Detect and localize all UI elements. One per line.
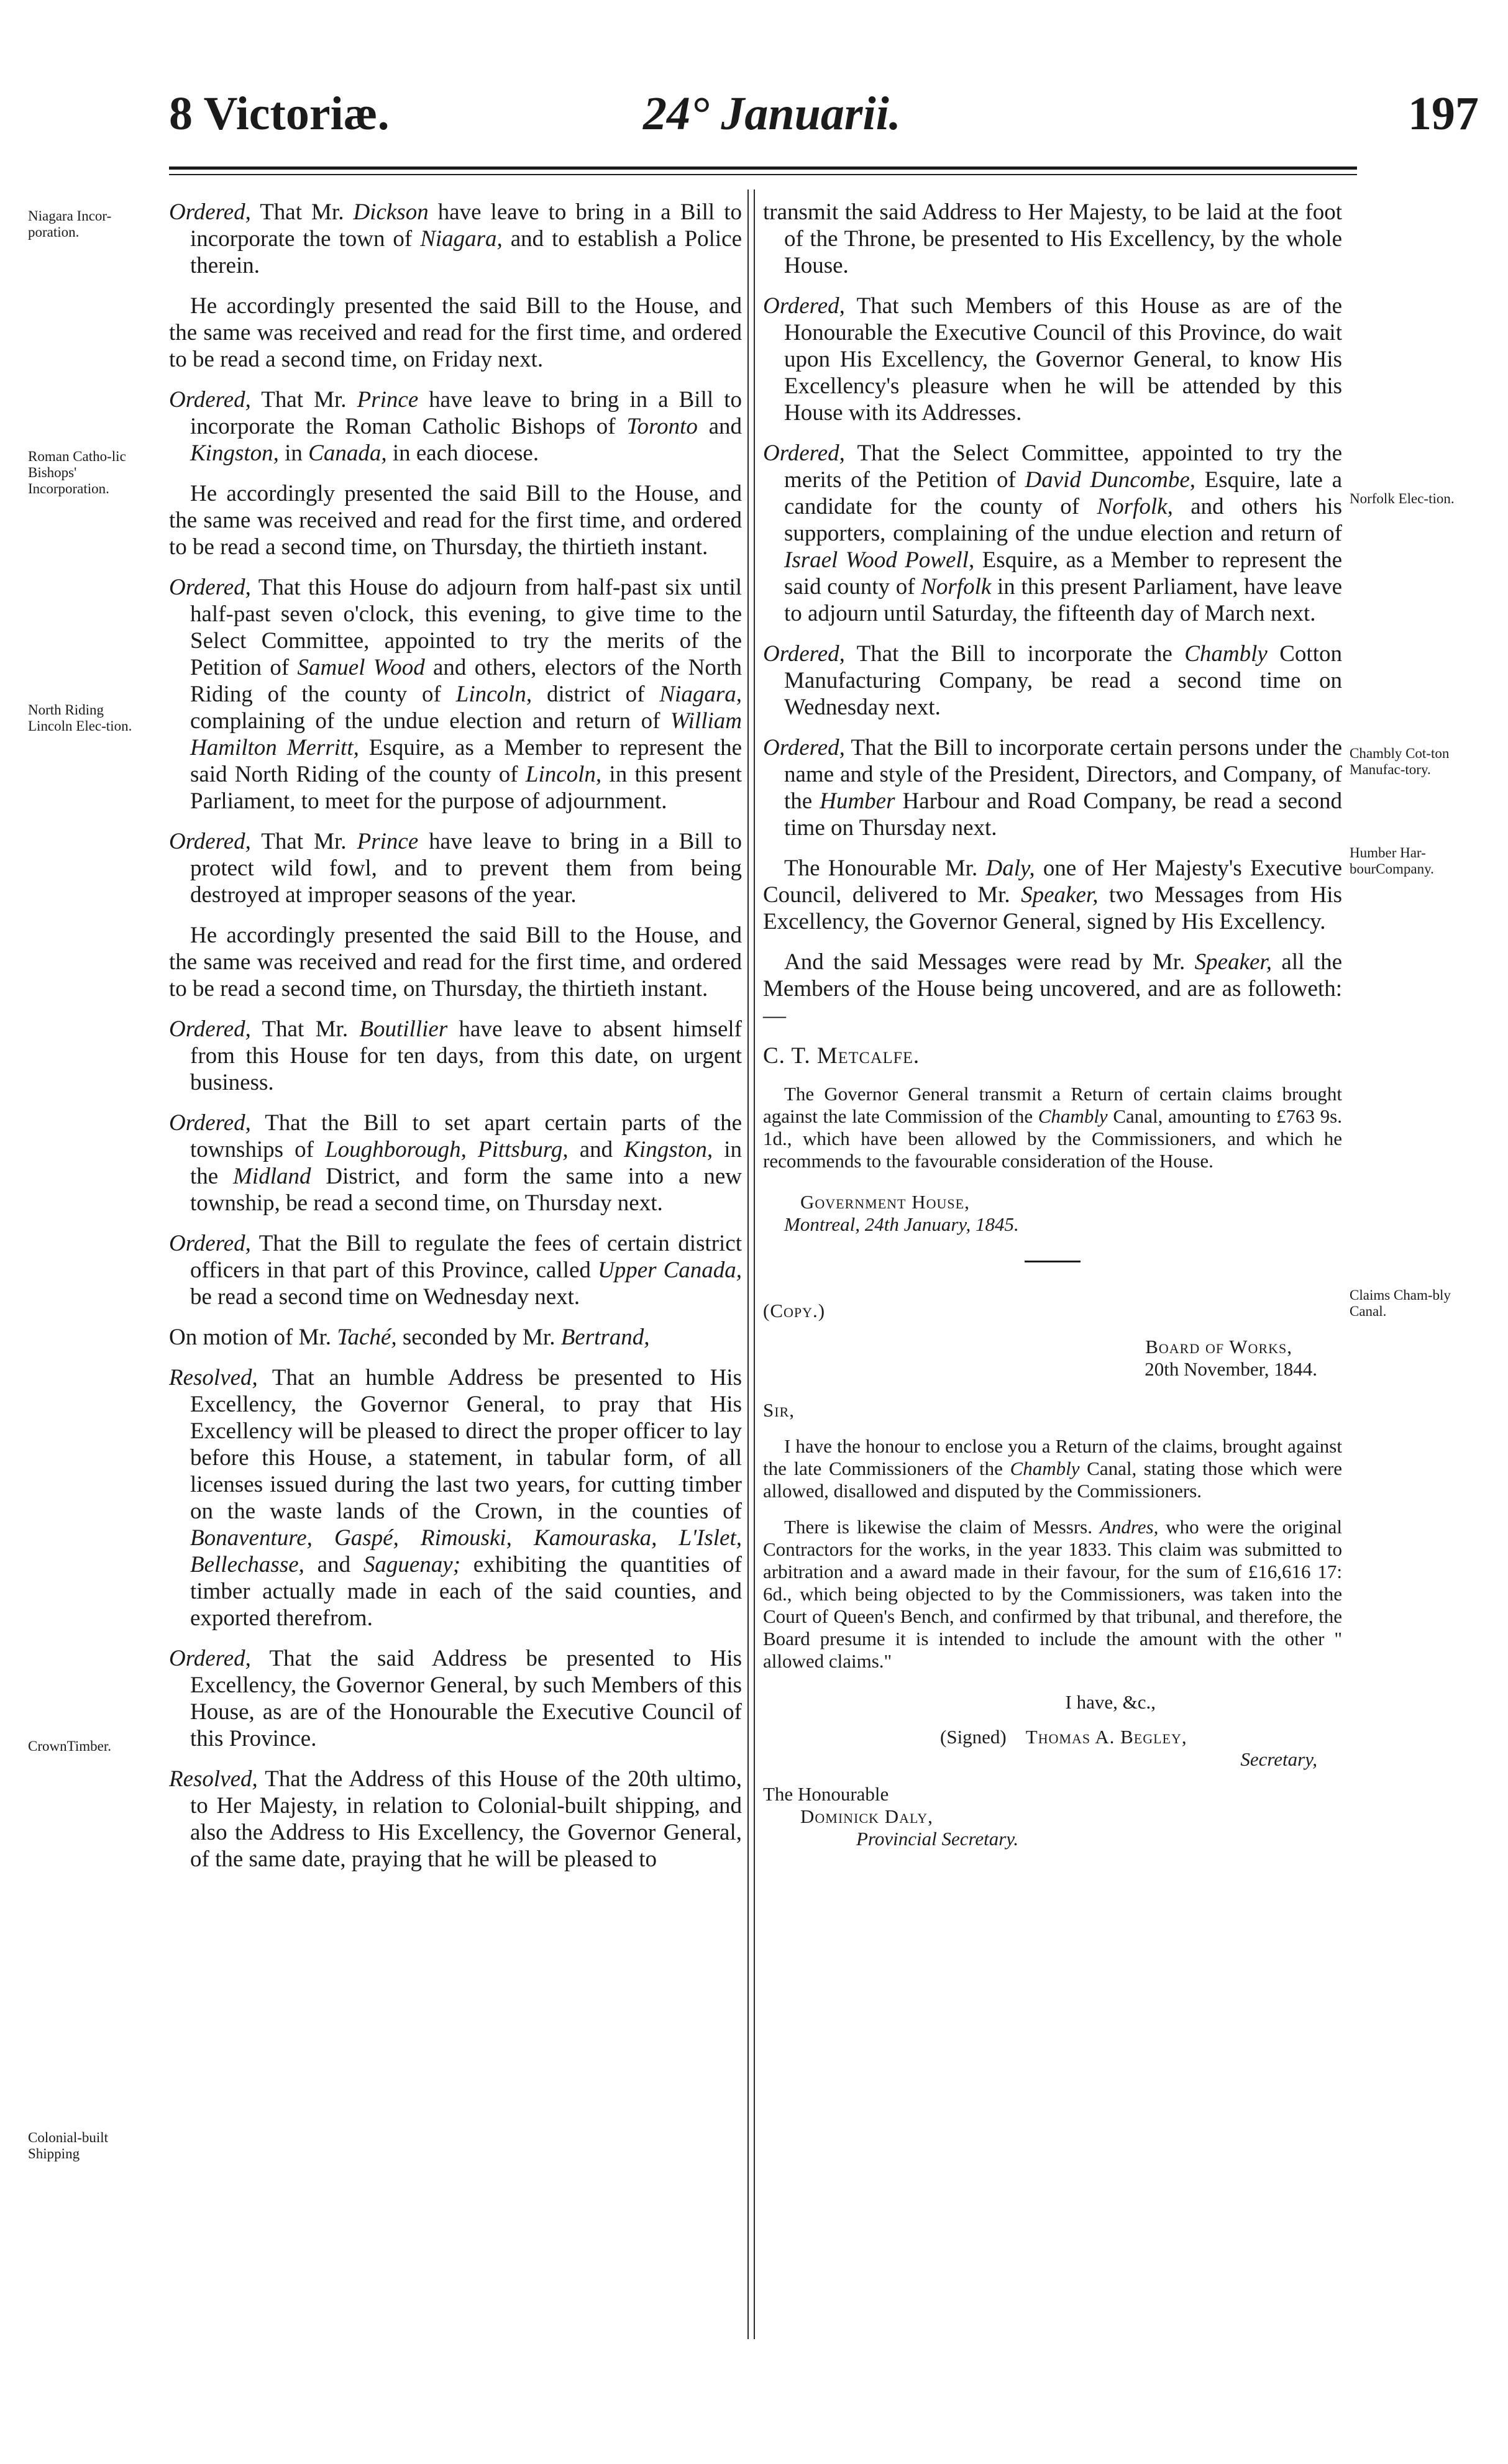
margin-note-humber: Humber Har-bourCompany. [1350,845,1434,877]
messages-delivered: The Honourable Mr. Daly, one of Her Majesty's Executive Council, delivered to Mr. Speaker, two Messages from His Excellency, the Governor General, signed by His Excellency. [763,856,1342,934]
page-number: 197 [1408,88,1479,140]
order-boutillier-leave: Ordered, That Mr. Boutillier have leave to absent himself from this House for ten days, from this date, on urgent business. [169,1016,742,1095]
resolved-colonial-shipping: Resolved, That the Address of this House of the 20th ultimo, to Her Majesty, in relation to Colonial-built shipping, and also the Address to His Excellency, the Governor General, of the same date, praying that he will be pleased to [169,1766,742,1872]
bishops-bill-presented: He accordingly presented the said Bill to the House, and the same was received and read for the first time, and ordered to be read a second time, on Thursday, the thirtieth instant. [169,481,742,560]
header-rule-thin [169,174,1357,175]
margin-note-niagara: Niagara Incor-poration. [28,208,112,240]
order-wild-fowl-bill: Ordered, That Mr. Prince have leave to bring in a Bill to protect wild fowl, and to prevent them from being destroyed at improper seasons of the year. [169,829,742,908]
signer-title: Secretary, [1240,1748,1317,1770]
margin-note-claims: Claims Cham-bly Canal. [1350,1287,1451,1319]
order-adjourn-lincoln: Ordered, That this House do adjourn from half-past six until half-past seven o'clock, this evening, to give time to the Select Committee, appointed to try the merits of the Petition of Samuel Wood and others, electors of the North Riding of the county of Lincoln, district of Niagara, complaining of the undue election and return of William Hamilton Merritt, Esquire, as a Member to represent the said North Riding of the county of Lincoln, in this present Parliament, to meet for the purpose of adjournment. [169,575,742,814]
government-house-date: Montreal, 24th January, 1845. [784,1213,1019,1235]
resolved-crown-timber: Resolved, That an humble Address be presented to His Excellency, the Governor General, to pray that His Excellency will be pleased to direct the proper officer to lay before this House, a statement, in tabular form, of all licenses issued during the last two years, for cutting timber on the waste lands of the Crown, in the counties of Bonaventure, Gaspé, Rimouski, Kamouraska, L'Islet, Bellechasse, and Saguenay; exhibiting the quantities of timber actually made in each of the said counties, and exported therefrom. [169,1365,742,1631]
shipping-continued: transmit the said Address to Her Majesty, to be laid at the foot of the Throne, be presented to His Excellency, by the whole House. [763,199,1342,278]
letter-paragraph-return: I have the honour to enclose you a Return of the claims, brought against the late Commissioners of the Chambly Canal, stating those which were allowed, disallowed and disputed by the Commissioners. [763,1435,1342,1502]
margin-note-lincoln: North Riding Lincoln Elec-tion. [28,702,132,734]
right-column [763,199,1342,1850]
order-address-presented: Ordered, That the said Address be presented to His Excellency, the Governor General, by such Members of this House, as are of the Honourable the Executive Council of this Province. [169,1646,742,1751]
margin-note-crown-timber: CrownTimber. [28,1738,111,1754]
order-niagara-bill: Ordered, That Mr. Dickson have leave to bring in a Bill to incorporate the town of Niagara, and to establish a Police therein. [169,199,742,278]
left-column [169,199,742,1886]
addressee-honourable: The Honourable [763,1783,889,1805]
government-house: Government House, [800,1191,970,1213]
column-divider-right [754,189,755,2339]
header-date: 24° Januarii. [643,88,901,140]
header-rule-thick [169,167,1357,170]
copy-label: (Copy.) [763,1300,826,1321]
order-bishops-bill: Ordered, That Mr. Prince have leave to bring in a Bill to incorporate the Roman Catholic Bishops of Toronto and Kingston, in Canada, in each diocese. [169,387,742,466]
board-of-works: Board of Works, [1145,1336,1292,1357]
motion-tache: On motion of Mr. Taché, seconded by Mr. Bertrand, [169,1325,650,1350]
margin-note-norfolk: Norfolk Elec-tion. [1350,491,1455,506]
signature-metcalfe: C. T. Metcalfe. [763,1043,920,1069]
niagara-bill-presented: He accordingly presented the said Bill to the House, and the same was received and read for the first time, and ordered to be read a second time, on Friday next. [169,293,742,372]
letter-paragraph-andres: There is likewise the claim of Messrs. Andres, who were the original Contractors for the works, in the year 1833. This claim was submitted to arbitration and a award made in their favour, for the sum of £16,616 17: 6d., which being objected to by the Commissioners, was taken into the Court of Queen's Bench, and confirmed by that tribunal, and therefore, the Board presume it is intended to include the amount with the other " allowed claims." [763,1516,1342,1672]
letter-closing: I have, &c., [1065,1691,1156,1713]
margin-note-shipping: Colonial-built Shipping [28,2130,109,2161]
page-header [0,87,1508,149]
order-district-fees-bill: Ordered, That the Bill to regulate the fees of certain district officers in that part of this Province, called Upper Canada, be read a second time on Wednesday next. [169,1231,742,1310]
board-date: 20th November, 1844. [1145,1358,1317,1380]
order-new-township-bill: Ordered, That the Bill to set apart certain parts of the townships of Loughborough, Pittsburg, and Kingston, in the Midland District, and form the same into a new township, be read a second time, on Thursday next. [169,1110,743,1216]
addressee-name: Dominick Daly, [800,1805,933,1827]
addressee-title: Provincial Secretary. [856,1828,1019,1850]
section-rule [1025,1261,1081,1262]
order-chambly-cotton-bill: Ordered, That the Bill to incorporate the Chambly Cotton Manufacturing Company, be read a second time on Wednesday next. [763,641,1342,720]
margin-note-chambly: Chambly Cot-ton Manufac-tory. [1350,746,1450,777]
wild-fowl-bill-presented: He accordingly presented the said Bill to the House, and the same was received and read for the first time, and ordered to be read a second time, on Thursday, the thirtieth instant. [169,923,742,1002]
order-wait-on-governor: Ordered, That such Members of this House as are of the Honourable the Executive Council of this Province, do wait upon His Excellency, the Governor General, to know His Excellency's pleasure when he will be attended by this House with its Addresses. [763,293,1342,426]
column-divider-left [747,189,749,2339]
messages-read: And the said Messages were read by Mr. Speaker, all the Members of the House being uncovered, and are as followeth:— [763,949,1342,1028]
order-humber-harbour-bill: Ordered, That the Bill to incorporate certain persons under the name and style of the President, Directors, and Company, of the Humber Harbour and Road Company, be read a second time on Thursday next. [763,735,1342,841]
salutation: Sir, [763,1399,795,1421]
margin-note-bishops: Roman Catho-lic Bishops' Incorporation. [28,449,126,496]
order-norfolk-committee: Ordered, That the Select Committee, appointed to try the merits of the Petition of David Duncombe, Esquire, late a candidate for the county of Norfolk, and others his supporters, complaining of the undue election and return of Israel Wood Powell, Esquire, as a Member to represent the said county of Norfolk in this present Parliament, have leave to adjourn until Saturday, the fifteenth day of March next. [763,440,1343,626]
letter-signed: (Signed) Thomas A. Begley, [940,1726,1187,1748]
header-regnal-year: 8 Victoriæ. [169,88,390,140]
message-chambly-claims: The Governor General transmit a Return of certain claims brought against the late Commission of the Chambly Canal, amounting to £763 9s. 1d., which have been allowed by the Commissioners, and which he recommends to the favourable consideration of the House. [763,1083,1342,1172]
